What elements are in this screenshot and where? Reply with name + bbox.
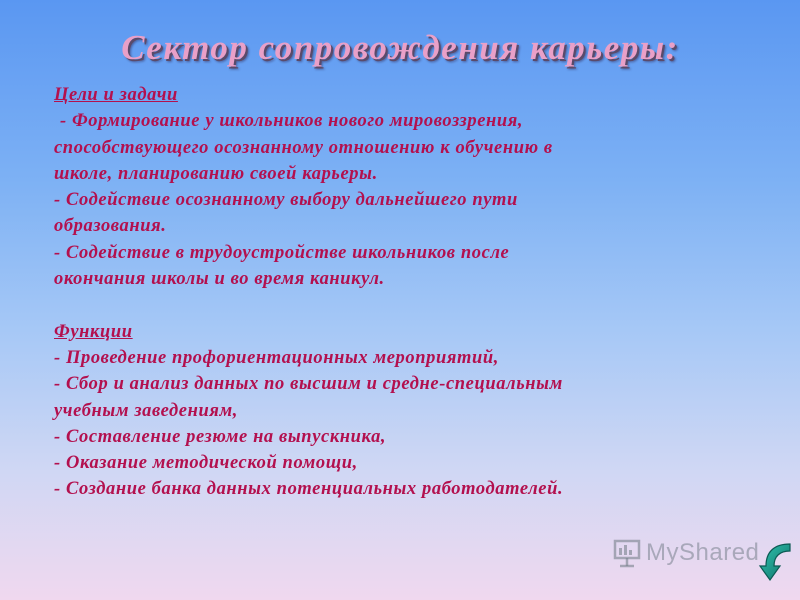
functions-line: - Создание банка данных потенциальных работодателей. [54,479,564,500]
watermark [612,538,759,568]
goals-heading: Цели и задачи [54,85,178,105]
watermark-text: MyShared [646,539,760,566]
goals-line: школе, планированию своей карьеры. [54,163,378,184]
section-spacer [54,292,754,318]
slide-content [54,82,754,503]
functions-line: учебным заведениям, [54,400,238,421]
goals-line: окончания школы и во время каникул. [54,269,385,290]
functions-line: - Сбор и анализ данных по высшим и средне-специальным [54,374,563,395]
presentation-board-icon [612,538,642,568]
goals-line: - Содействие в трудоустройстве школьников после [54,242,510,263]
functions-line: - Проведение профориентационных мероприятий, [54,347,500,368]
goals-line: образования. [54,216,167,237]
functions-line: - Составление резюме на выпускника, [54,426,387,447]
slide-title: Сектор сопровождения карьеры: [121,28,679,67]
goals-line: способствующего осознанному отношению к обучению в [54,137,553,158]
goals-line: - Формирование у школьников нового мировоззрения, [60,111,524,132]
next-slide-button[interactable] [752,540,798,582]
functions-line: - Оказание методической помощи, [54,453,358,474]
goals-line: - Содействие осознанному выбору дальнейшего пути [54,190,518,211]
functions-heading: Функции [54,321,133,342]
curved-arrow-down-icon [752,540,798,582]
